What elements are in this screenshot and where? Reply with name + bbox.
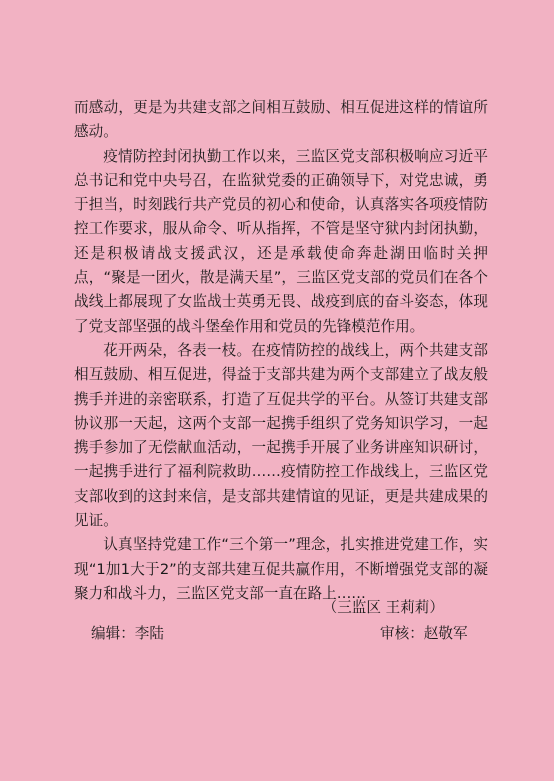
paragraph-continuation: 而感动，更是为共建支部之间相互鼓励、相互促进这样的情谊所感动。 [74, 99, 488, 141]
paragraph-epidemic-duty: 疫情防控封闭执勤工作以来，三监区党支部积极响应习近平总书记和党中央号召，在监狱党委的正确领导下，对党忠诚，勇于担当，时刻践行共产党员的初心和使命，认真落实各项疫情防控工作要求，服从命令、听从指挥，不管是坚守狱内封闭执勤，还是积极请战支援武汉，还是承载使命奔赴湖田临时关押点，“聚是一团火，散是满天星”，三监区党支部的党员们在各个战线上都展现了女监战士英勇无畏、战疫到底的奋斗姿态，体现了党支部坚强的战斗堡垒作用和党员的先锋模范作用。 [74, 147, 488, 335]
author-byline: （三监区 王莉莉） [322, 599, 444, 616]
reviewer-credit: 审核：赵敬军 [380, 625, 468, 642]
paragraph-joint-branches: 花开两朵，各表一枝。在疫情防控的战线上，两个共建支部相互鼓励、相互促进，得益于支部共建为两个支部建立了战友般携手并进的亲密联系，打造了互促共学的平台。从签订共建支部协议那一天起，这两个支部一起携手组织了党务知识学习，一起携手参加了无偿献血活动，一起携手开展了业务讲座知识研讨，一起携手进行了福利院救助……疫情防控工作战线上，三监区党支部收到的这封来信，是支部共建情谊的见证，更是共建成果的见证。 [74, 341, 488, 530]
editor-credit: 编辑：李陆 [91, 625, 164, 642]
paragraph-conclusion: 认真坚持党建工作“三个第一”理念，扎实推进党建工作，实现“1加1大于2”的支部共建互促共赢作用，不断增强党支部的凝聚力和战斗力，三监区党支部一直在路上…… [74, 536, 488, 602]
article-body [74, 96, 488, 606]
